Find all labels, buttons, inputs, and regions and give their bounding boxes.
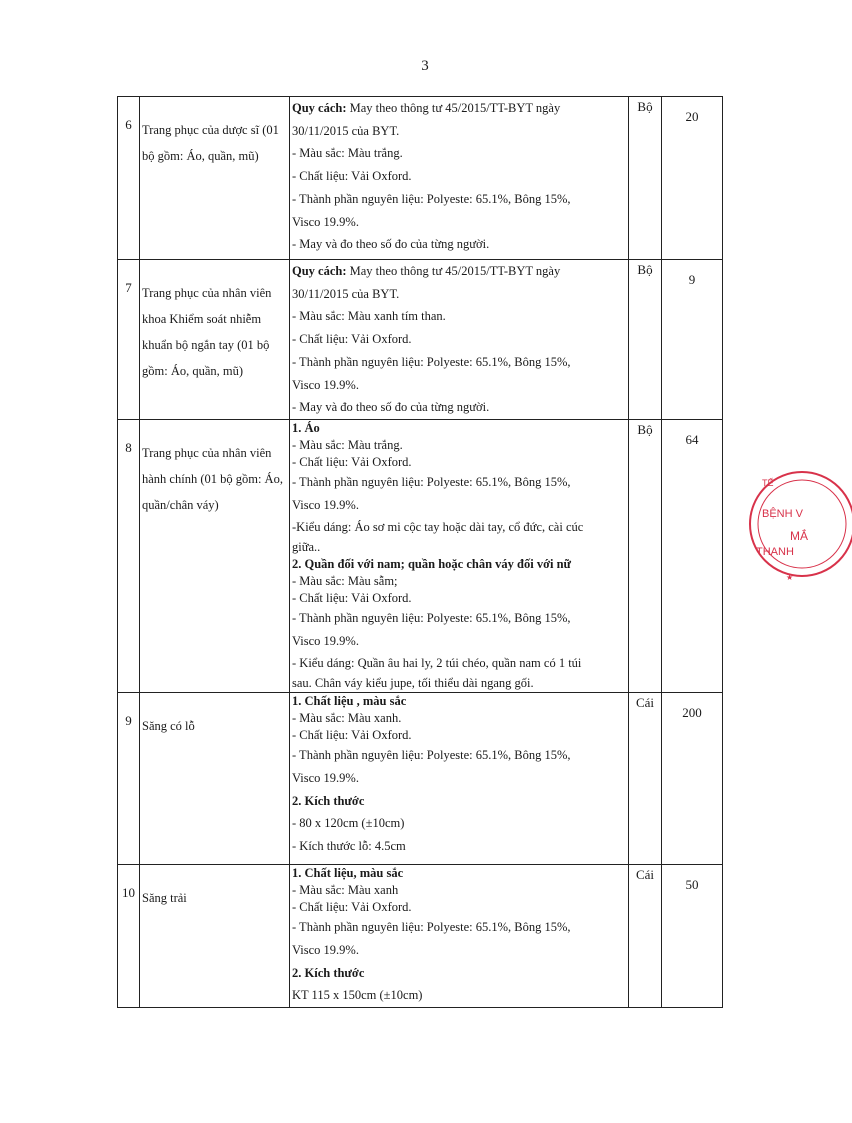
spec-line bbox=[292, 211, 626, 234]
spec-line bbox=[292, 471, 626, 494]
row-number: 9 bbox=[118, 693, 140, 865]
spec-line bbox=[292, 188, 626, 211]
spec-text: - Màu sắc: Màu sẫm; bbox=[292, 574, 398, 589]
unit-of-measure: Bộ bbox=[629, 260, 662, 420]
spec-heading: 2. Kích thước bbox=[292, 793, 365, 808]
spec-line bbox=[292, 835, 626, 858]
spec-text: - Màu sắc: Màu trắng. bbox=[292, 437, 403, 452]
spec-line bbox=[292, 120, 626, 143]
spec-line bbox=[292, 652, 626, 675]
spec-line bbox=[292, 607, 626, 630]
spec-text: - Màu sắc: Màu xanh. bbox=[292, 711, 402, 726]
item-name: Trang phục của nhân viên khoa Khiểm soát nhiễm khuẩn bộ ngắn tay (01 bộ gồm: Áo, quần, mũ) bbox=[140, 260, 290, 420]
spec-text: Visco 19.9%. bbox=[292, 377, 359, 392]
spec-line bbox=[292, 420, 626, 437]
spec-text: - Chất liệu: Vải Oxford. bbox=[292, 454, 412, 469]
table-row bbox=[118, 97, 723, 260]
spec-line bbox=[292, 396, 626, 419]
table-row bbox=[118, 693, 723, 865]
spec-line bbox=[292, 916, 626, 939]
spec-text: - 80 x 120cm (±10cm) bbox=[292, 816, 405, 831]
spec-text: - Thành phần nguyên liệu: Polyeste: 65.1%, Bông 15%, bbox=[292, 611, 571, 626]
spec-text: 30/11/2015 của BYT. bbox=[292, 123, 400, 138]
spec-heading: Quy cách: bbox=[292, 101, 347, 115]
hospital-stamp bbox=[742, 462, 852, 592]
spec-text: sau. Chân váy kiểu jupe, tối thiểu dài ngang gối. bbox=[292, 676, 534, 691]
spec-line bbox=[292, 97, 626, 120]
spec-text: Visco 19.9%. bbox=[292, 497, 359, 512]
spec-line bbox=[292, 437, 626, 454]
item-name: Trang phục của dược sĩ (01 bộ gồm: Áo, quần, mũ) bbox=[140, 97, 290, 260]
spec-text: KT 115 x 150cm (±10cm) bbox=[292, 988, 423, 1003]
spec-text: - Thành phần nguyên liệu: Polyeste: 65.1%, Bông 15%, bbox=[292, 748, 571, 763]
spec-text: - Chất liệu: Vải Oxford. bbox=[292, 728, 412, 743]
spec-line bbox=[292, 328, 626, 351]
spec-heading: 1. Chất liệu, màu sắc bbox=[292, 866, 404, 881]
spec-line bbox=[292, 305, 626, 328]
unit-of-measure: Bộ bbox=[629, 97, 662, 260]
spec-text: Visco 19.9%. bbox=[292, 633, 359, 648]
spec-text: May theo thông tư 45/2015/TT-BYT ngày bbox=[346, 101, 561, 115]
row-number: 6 bbox=[118, 97, 140, 260]
spec-line bbox=[292, 899, 626, 916]
item-specification bbox=[290, 693, 629, 865]
spec-line bbox=[292, 351, 626, 374]
stamp-text-1: TẾ bbox=[762, 478, 774, 488]
spec-text: - Chất liệu: Vải Oxford. bbox=[292, 332, 412, 347]
spec-text: Visco 19.9%. bbox=[292, 942, 359, 957]
quantity: 20 bbox=[662, 97, 723, 260]
spec-line bbox=[292, 573, 626, 590]
unit-of-measure: Cái bbox=[629, 865, 662, 1008]
items-table-body bbox=[118, 97, 723, 1008]
spec-line bbox=[292, 812, 626, 835]
unit-of-measure: Bộ bbox=[629, 419, 662, 692]
row-number: 10 bbox=[118, 865, 140, 1008]
spec-line bbox=[292, 516, 626, 539]
item-specification bbox=[290, 419, 629, 692]
spec-line bbox=[292, 939, 626, 962]
item-specification bbox=[290, 865, 629, 1008]
unit-of-measure: Cái bbox=[629, 693, 662, 865]
table-row bbox=[118, 865, 723, 1008]
spec-line bbox=[292, 882, 626, 899]
spec-text: - Màu sắc: Màu xanh tím than. bbox=[292, 309, 446, 324]
spec-text: - Thành phần nguyên liệu: Polyeste: 65.1%, Bông 15%, bbox=[292, 191, 571, 206]
spec-heading: 2. Kích thước bbox=[292, 965, 365, 980]
spec-text: Visco 19.9%. bbox=[292, 214, 359, 229]
spec-line bbox=[292, 984, 626, 1007]
table-row bbox=[118, 419, 723, 692]
spec-text: - May và đo theo số đo của từng người. bbox=[292, 237, 490, 252]
spec-heading: 2. Quần đối với nam; quần hoặc chân váy đối với nữ bbox=[292, 557, 572, 572]
spec-line bbox=[292, 630, 626, 653]
spec-line bbox=[292, 675, 626, 692]
item-specification bbox=[290, 260, 629, 420]
stamp-text-2: BỆNH V bbox=[762, 508, 803, 520]
spec-text: - Chất liệu: Vải Oxford. bbox=[292, 900, 412, 915]
quantity: 64 bbox=[662, 419, 723, 692]
spec-heading: Quy cách: bbox=[292, 264, 347, 278]
spec-text: - Chất liệu: Vải Oxford. bbox=[292, 591, 412, 606]
table-row bbox=[118, 260, 723, 420]
spec-line bbox=[292, 494, 626, 517]
spec-text: - Màu sắc: Màu xanh bbox=[292, 883, 399, 898]
spec-line bbox=[292, 556, 626, 573]
spec-line bbox=[292, 744, 626, 767]
items-table bbox=[117, 96, 723, 1008]
spec-text: May theo thông tư 45/2015/TT-BYT ngày bbox=[346, 264, 561, 278]
quantity: 50 bbox=[662, 865, 723, 1008]
spec-heading: 1. Áo bbox=[292, 420, 320, 435]
item-name: Săng có lỗ bbox=[140, 693, 290, 865]
spec-text: - May và đo theo số đo của từng người. bbox=[292, 400, 490, 415]
stamp-text-4: THANH bbox=[756, 546, 794, 558]
spec-text: - Kiểu dáng: Quần âu hai ly, 2 túi chéo, quần nam có 1 túi bbox=[292, 656, 582, 671]
spec-text: - Thành phần nguyên liệu: Polyeste: 65.1%, Bông 15%, bbox=[292, 920, 571, 935]
spec-line bbox=[292, 539, 626, 556]
spec-line bbox=[292, 727, 626, 744]
spec-line bbox=[292, 374, 626, 397]
spec-line bbox=[292, 710, 626, 727]
quantity: 9 bbox=[662, 260, 723, 420]
stamp-star-icon: ★ bbox=[786, 573, 794, 582]
spec-text: - Thành phần nguyên liệu: Polyeste: 65.1%, Bông 15%, bbox=[292, 354, 571, 369]
spec-text: - Thành phần nguyên liệu: Polyeste: 65.1%, Bông 15%, bbox=[292, 474, 571, 489]
spec-line bbox=[292, 165, 626, 188]
spec-line bbox=[292, 260, 626, 283]
spec-text: - Màu sắc: Màu trắng. bbox=[292, 146, 403, 161]
item-specification bbox=[290, 97, 629, 260]
row-number: 8 bbox=[118, 419, 140, 692]
spec-text: giữa.. bbox=[292, 540, 321, 555]
item-name: Săng trải bbox=[140, 865, 290, 1008]
row-number: 7 bbox=[118, 260, 140, 420]
spec-line bbox=[292, 142, 626, 165]
spec-heading: 1. Chất liệu , màu sắc bbox=[292, 694, 407, 709]
quantity: 200 bbox=[662, 693, 723, 865]
spec-line bbox=[292, 454, 626, 471]
spec-text: - Kích thước lỗ: 4.5cm bbox=[292, 838, 406, 853]
spec-line bbox=[292, 590, 626, 607]
spec-line bbox=[292, 693, 626, 710]
spec-line bbox=[292, 233, 626, 256]
spec-line bbox=[292, 767, 626, 790]
spec-text: - Chất liệu: Vải Oxford. bbox=[292, 169, 412, 184]
item-name: Trang phục của nhân viên hành chính (01 bộ gồm: Áo, quần/chân váy) bbox=[140, 419, 290, 692]
spec-text: Visco 19.9%. bbox=[292, 770, 359, 785]
spec-line bbox=[292, 283, 626, 306]
page-number: 3 bbox=[421, 58, 429, 74]
spec-text: 30/11/2015 của BYT. bbox=[292, 286, 400, 301]
spec-line bbox=[292, 790, 626, 813]
spec-line bbox=[292, 865, 626, 882]
spec-line bbox=[292, 962, 626, 985]
spec-text: -Kiểu dáng: Áo sơ mi cộc tay hoặc dài tay, cổ đức, cài cúc bbox=[292, 520, 584, 535]
stamp-text-3: MẮ bbox=[790, 529, 808, 543]
